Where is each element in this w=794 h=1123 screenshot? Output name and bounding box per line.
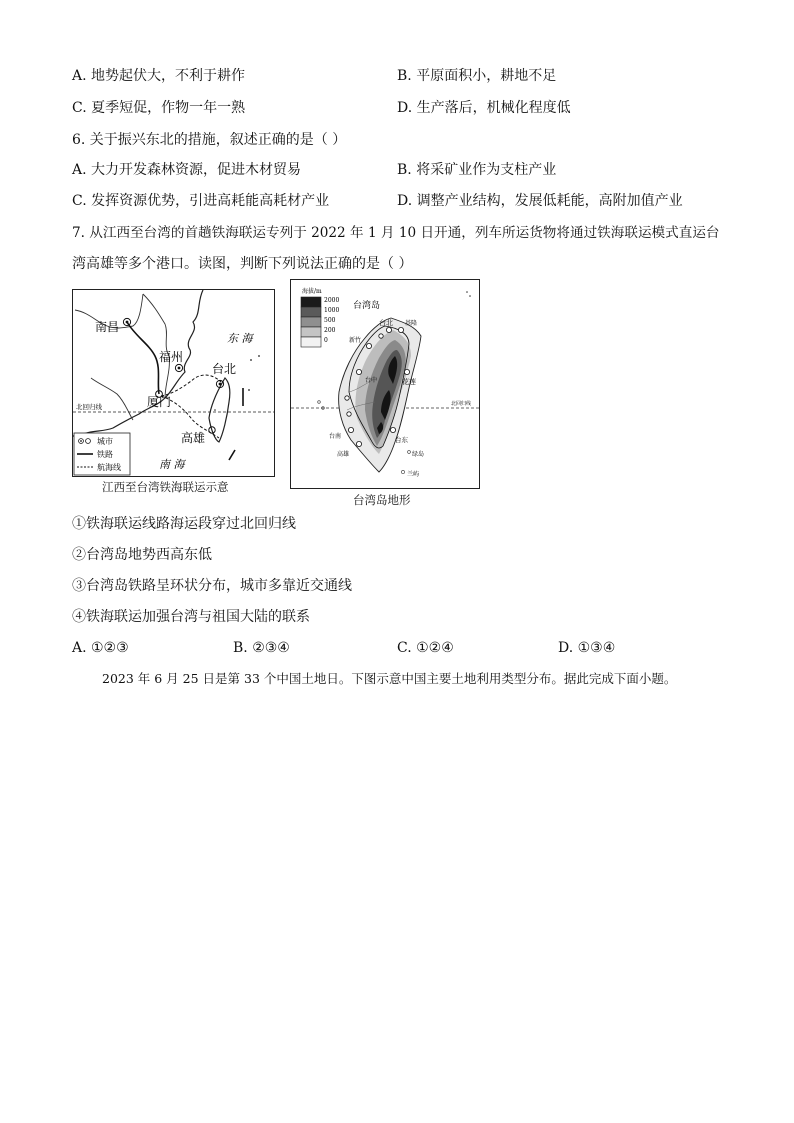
- legend-title: 海拔/m: [302, 288, 322, 295]
- q7-stem-line2: 湾高雄等多个港口。读图，判断下列说法正确的是（ ）: [72, 256, 413, 272]
- island-dot: [258, 355, 260, 357]
- q7-option-a: A. ①②③: [72, 640, 129, 656]
- islet-dot: [466, 291, 468, 293]
- q6-option-d: D. 调整产业结构，发展低耗能，高附加值产业: [397, 193, 683, 209]
- map2-caption: 台湾岛地形: [353, 493, 411, 507]
- label-tropic-of-cancer: 北回归线: [451, 401, 472, 407]
- q7-option-b: B. ②③④: [233, 640, 290, 656]
- label-lanyu: 兰屿: [407, 471, 420, 478]
- legend-city: 城市: [97, 437, 113, 446]
- label-taizhong: 台中: [365, 377, 378, 384]
- city-taidong-marker: [390, 427, 395, 432]
- islet-dot: [469, 295, 471, 297]
- city-nanchang-marker: [123, 318, 130, 325]
- taiwan-terrain-map: [290, 279, 480, 489]
- island-mark: [229, 450, 235, 460]
- city-hualian-marker: [404, 369, 409, 374]
- legend-value-200: 200: [324, 327, 336, 334]
- label-hualian: 花莲: [402, 378, 416, 386]
- next-material-intro: 2023 年 6 月 25 日是第 33 个中国土地日。下图示意中国主要土地利用类型分布。据此完成下面小题。: [102, 671, 677, 686]
- label-taidong: 台东: [395, 436, 408, 444]
- label-jilong: 基隆: [405, 320, 418, 327]
- rail-sea-route-svg: [73, 290, 274, 476]
- label-donghai: 东 海: [227, 332, 253, 345]
- label-xinzhu: 新竹: [349, 337, 362, 344]
- label-gaoxiong: 高雄: [337, 451, 350, 458]
- legend-value-500: 500: [324, 317, 336, 324]
- label-taibei: 台北: [212, 362, 237, 376]
- city-fuzhou-marker: [175, 364, 182, 371]
- q5-option-d: D. 生产落后，机械化程度低: [397, 100, 571, 116]
- q7-statement-1: ①铁海联运线路海运段穿过北回归线: [72, 516, 296, 532]
- q7-statement-2: ②台湾岛地势西高东低: [72, 547, 212, 563]
- label-tropic-of-cancer: 北回归线: [76, 403, 102, 411]
- legend-value-1000: 1000: [324, 307, 340, 314]
- label-nanchang: 南昌: [95, 320, 120, 334]
- city-xinzhu-marker: [366, 343, 371, 348]
- map1-caption: 江西至台湾铁海联运示意: [102, 480, 229, 494]
- q7-stem-line1: 7. 从江西至台湾的首趟铁海联运专列于 2022 年 1 月 10 日开通，列车所运货物将通过铁海联运模式直运台: [72, 225, 720, 241]
- penghu-island: [318, 401, 321, 404]
- island-dot: [214, 409, 216, 411]
- taiwan-terrain-svg: [291, 280, 479, 488]
- map2-title: 台湾岛: [353, 301, 381, 311]
- q7-option-c: C. ①②④: [397, 640, 454, 656]
- island-dot: [250, 359, 252, 361]
- city-marker: [347, 412, 351, 416]
- q6-option-a: A. 大力开发森林资源，促进木材贸易: [72, 162, 302, 178]
- label-xiamen: 厦门: [147, 395, 172, 409]
- legend-sea-route: 航海线: [97, 463, 121, 472]
- legend-value-0: 0: [324, 337, 328, 344]
- label-taibei: 台北: [379, 319, 393, 327]
- q6-stem: 6. 关于振兴东北的措施，叙述正确的是（ ）: [72, 132, 347, 148]
- elevation-legend: [301, 287, 339, 347]
- city-marker: [345, 396, 349, 400]
- q6-option-b: B. 将采矿业作为支柱产业: [397, 162, 557, 178]
- q5-option-a: A. 地势起伏大，不利于耕作: [72, 68, 246, 84]
- province-border-south: [91, 378, 133, 420]
- city-marker: [379, 334, 383, 338]
- mainland-coastline: [73, 290, 203, 436]
- q5-option-b: B. 平原面积小，耕地不足: [397, 68, 557, 84]
- city-tainan-marker: [348, 427, 353, 432]
- map1-legend: [74, 433, 130, 475]
- city-taibei-marker: [386, 327, 391, 332]
- legend-value-2000: 2000: [324, 297, 340, 304]
- q5-option-c: C. 夏季短促，作物一年一熟: [72, 100, 246, 116]
- railway-line: [127, 322, 159, 394]
- label-nanhai: 南 海: [159, 458, 185, 471]
- lanyu-island: [401, 470, 404, 473]
- lvdao-island: [408, 451, 411, 454]
- label-fuzhou: 福州: [159, 350, 184, 364]
- label-tainan: 台南: [329, 433, 342, 440]
- legend-railway: 铁路: [97, 450, 113, 459]
- rail-sea-route-map: [72, 289, 275, 477]
- island-dot: [248, 389, 250, 391]
- q6-option-c: C. 发挥资源优势，引进高耗能高耗材产业: [72, 193, 330, 209]
- city-gaoxiong-marker: [356, 441, 361, 446]
- q7-statement-3: ③台湾岛铁路呈环状分布，城市多靠近交通线: [72, 578, 352, 594]
- city-taizhong-marker: [356, 369, 361, 374]
- q7-option-d: D. ①③④: [558, 640, 616, 656]
- label-gaoxiong: 高雄: [181, 431, 206, 445]
- city-jilong-marker: [398, 327, 403, 332]
- q7-statement-4: ④铁海联运加强台湾与祖国大陆的联系: [72, 609, 310, 625]
- label-lvdao: 绿岛: [412, 451, 425, 458]
